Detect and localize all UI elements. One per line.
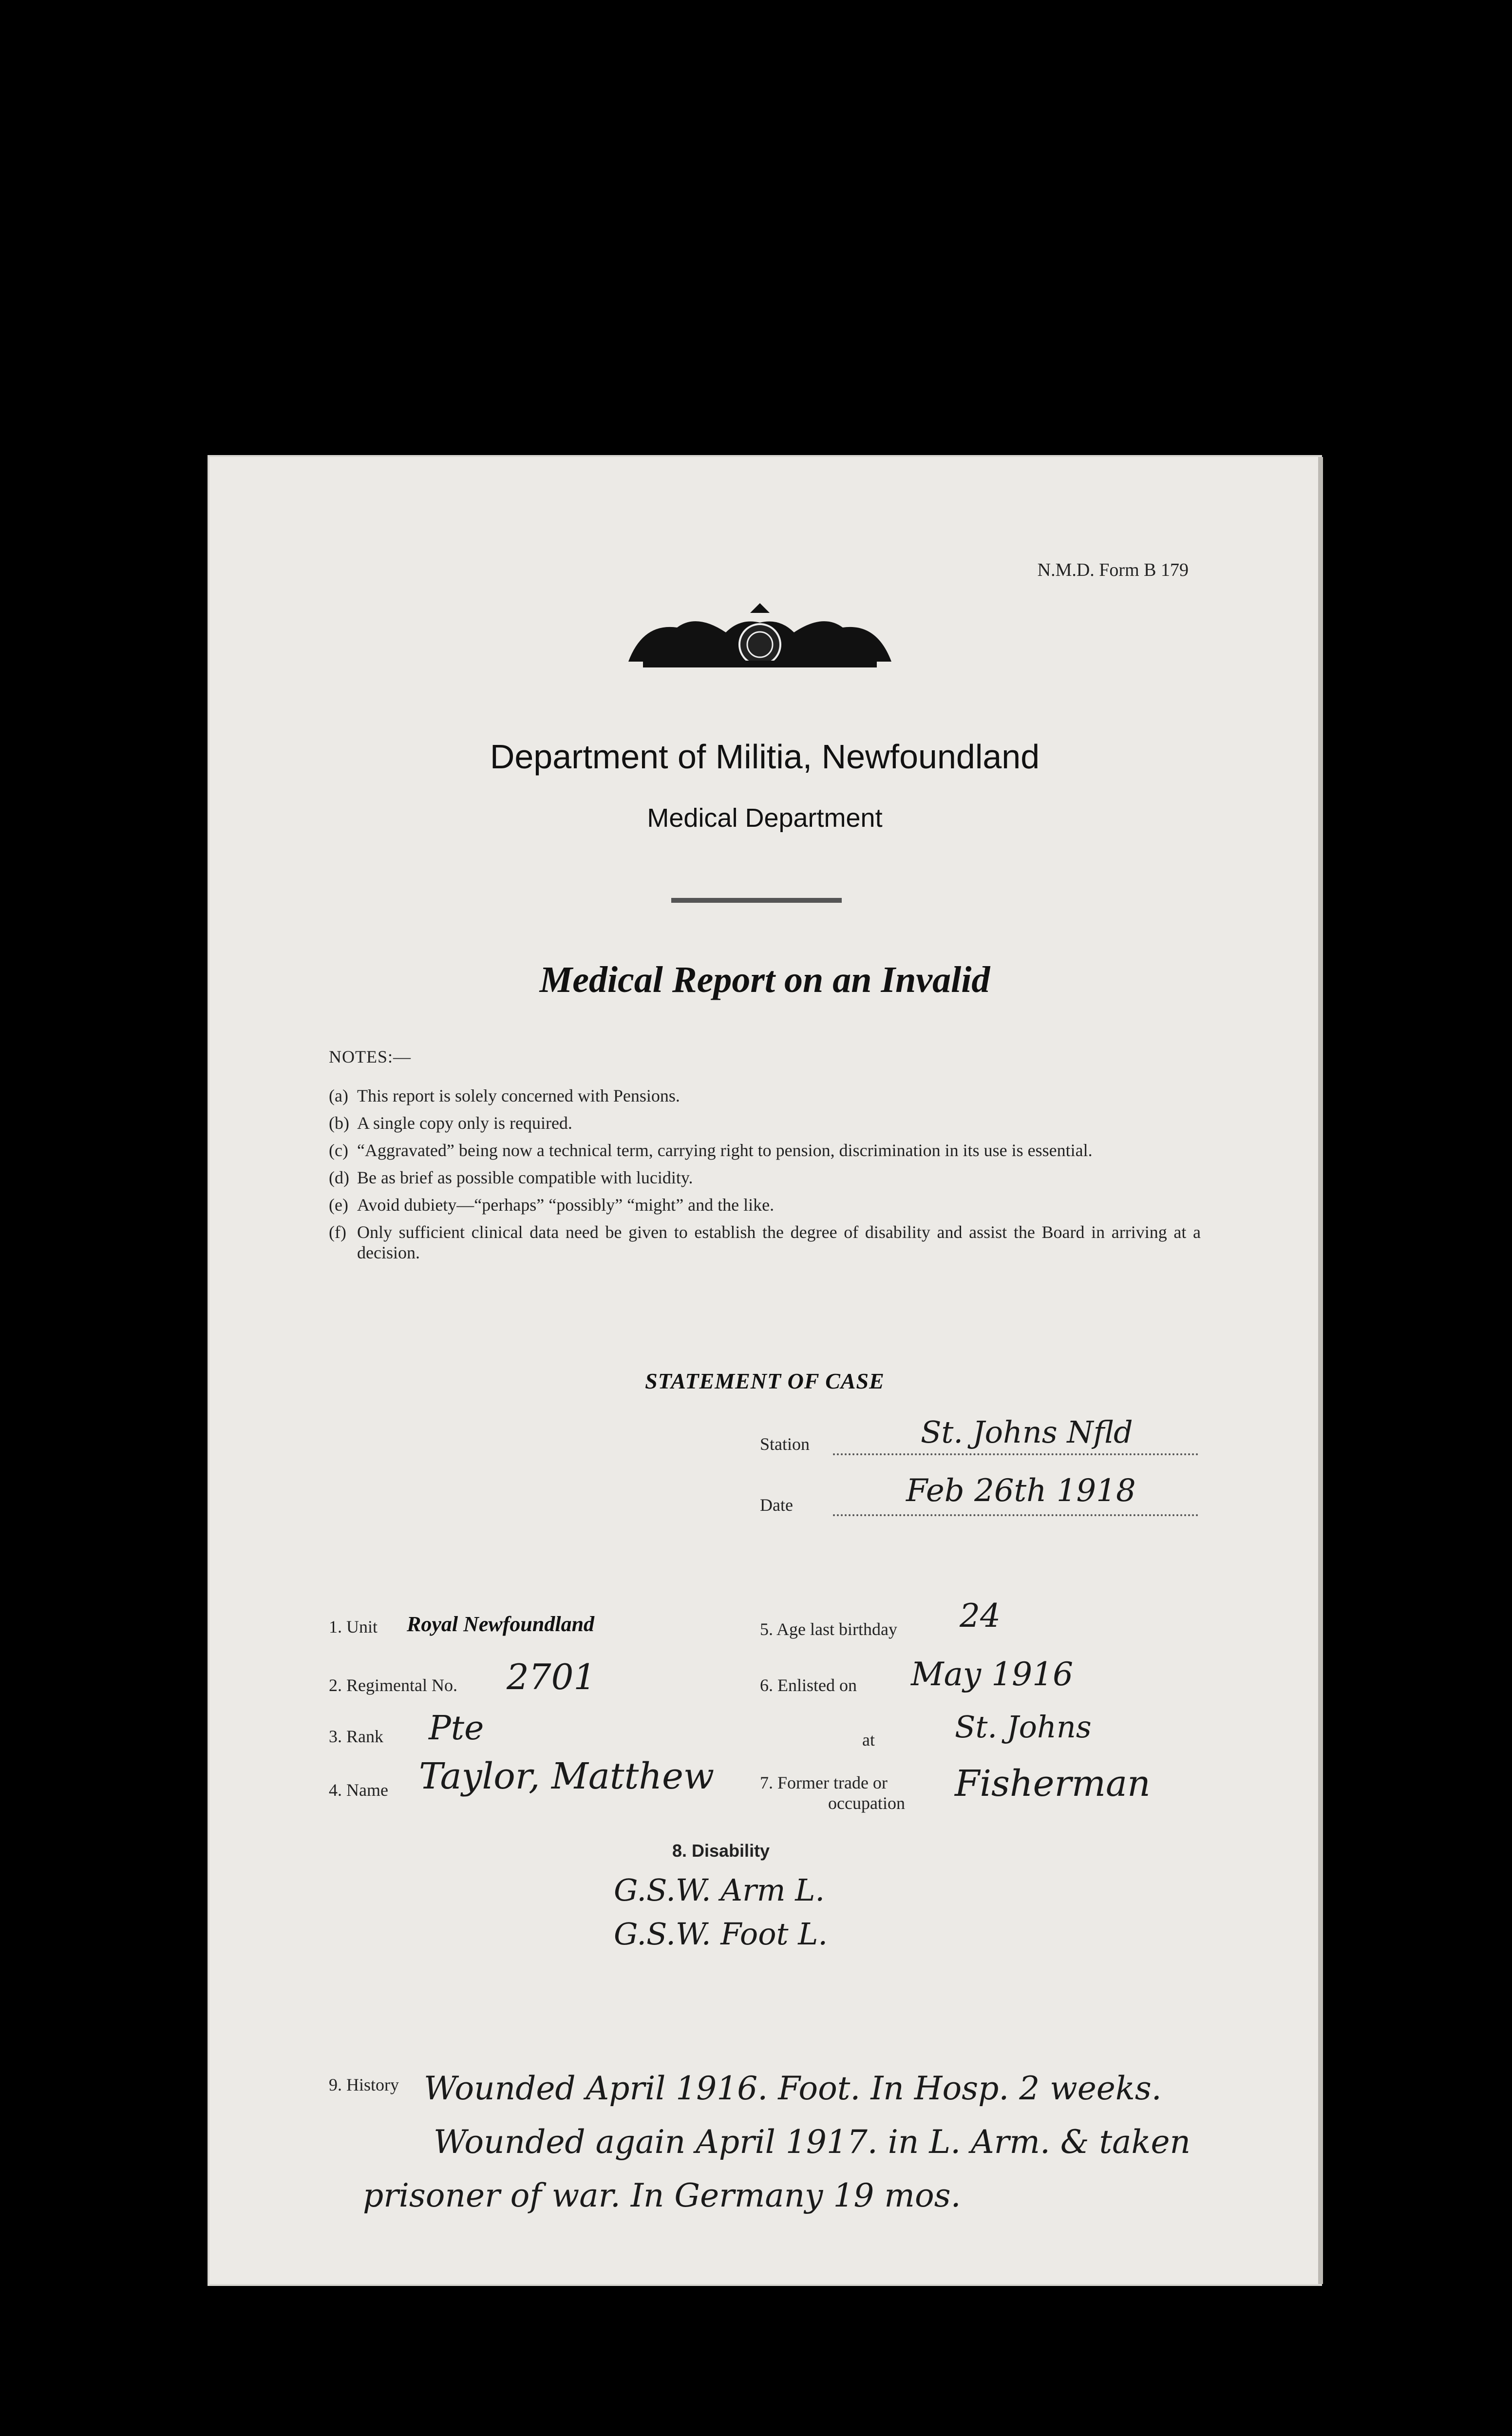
note-item (329, 1195, 1201, 1215)
enlisted-value: May 1916 (911, 1656, 1074, 1693)
disability-label: 8. Disability (672, 1841, 770, 1861)
note-key: (b) (329, 1113, 349, 1133)
trade-value: Fisherman (955, 1763, 1151, 1805)
station-label: Station (760, 1434, 810, 1454)
enlisted-label: 6. Enlisted on (760, 1675, 857, 1695)
date-handwritten: Feb 26th 1918 (906, 1473, 1136, 1509)
note-text: Avoid dubiety—“perhaps” “possibly” “might” and the like. (357, 1195, 775, 1215)
note-item (329, 1140, 1201, 1161)
history-line: Wounded again April 1917. in L. Arm. & taken (434, 2123, 1191, 2161)
at-label: at (862, 1730, 875, 1750)
date-label: Date (760, 1495, 793, 1515)
divider-rule (671, 898, 842, 903)
station-handwritten: St. Johns Nfld (921, 1414, 1133, 1450)
report-title: Medical Report on an Invalid (539, 959, 990, 1000)
note-item (329, 1167, 1201, 1188)
statement-heading: STATEMENT OF CASE (645, 1369, 885, 1393)
coat-of-arms-crest (614, 603, 906, 671)
regimental-no-value: 2701 (507, 1656, 596, 1697)
unit-value: Royal Newfoundland (407, 1612, 595, 1636)
form-number: N.M.D. Form B 179 (1037, 560, 1189, 580)
date-dotted-line (833, 1514, 1198, 1516)
note-text: A single copy only is required. (357, 1113, 572, 1133)
rank-label: 3. Rank (329, 1727, 383, 1746)
disability-line: G.S.W. Arm L. (614, 1872, 825, 1908)
regimental-no-label: 2. Regimental No. (329, 1675, 457, 1695)
note-key: (f) (329, 1222, 346, 1242)
note-text: This report is solely concerned with Pensions. (357, 1086, 680, 1105)
note-text: Be as brief as possible compatible with lucidity. (357, 1168, 693, 1187)
age-label: 5. Age last birthday (760, 1619, 897, 1639)
department-title: Department of Militia, Newfoundland (490, 738, 1040, 776)
note-item (329, 1085, 1201, 1106)
form-sheet (209, 457, 1320, 2284)
note-key: (d) (329, 1168, 349, 1187)
note-item (329, 1113, 1201, 1133)
note-key: (e) (329, 1195, 348, 1215)
department-subtitle: Medical Department (647, 803, 883, 833)
at-value: St. Johns (955, 1709, 1092, 1745)
note-item (329, 1222, 1201, 1263)
note-key: (c) (329, 1141, 348, 1160)
history-line: Wounded April 1916. Foot. In Hosp. 2 weeks. (424, 2070, 1162, 2107)
name-value: Taylor, Matthew (419, 1755, 715, 1797)
name-label: 4. Name (329, 1780, 388, 1800)
disability-line: G.S.W. Foot L. (614, 1916, 828, 1952)
history-line: prisoner of war. In Germany 19 mos. (363, 2177, 961, 2214)
notes-heading: NOTES:— (329, 1047, 411, 1066)
station-dotted-line (833, 1453, 1198, 1455)
history-label: 9. History (329, 2075, 399, 2094)
age-value: 24 (960, 1597, 1001, 1635)
notes-list (329, 1085, 1201, 1270)
note-text: “Aggravated” being now a technical term, carrying right to pension, discrimination in its use is essential. (357, 1141, 1093, 1160)
trade-label-line1: 7. Former trade or (760, 1773, 888, 1792)
rank-value: Pte (429, 1709, 484, 1748)
note-text: Only sufficient clinical data need be given to establish the degree of disability and assist the Board in arriving at a decision. (357, 1222, 1201, 1262)
unit-label: 1. Unit (329, 1617, 378, 1637)
note-key: (a) (329, 1086, 348, 1105)
trade-label-line2: occupation (828, 1793, 905, 1813)
